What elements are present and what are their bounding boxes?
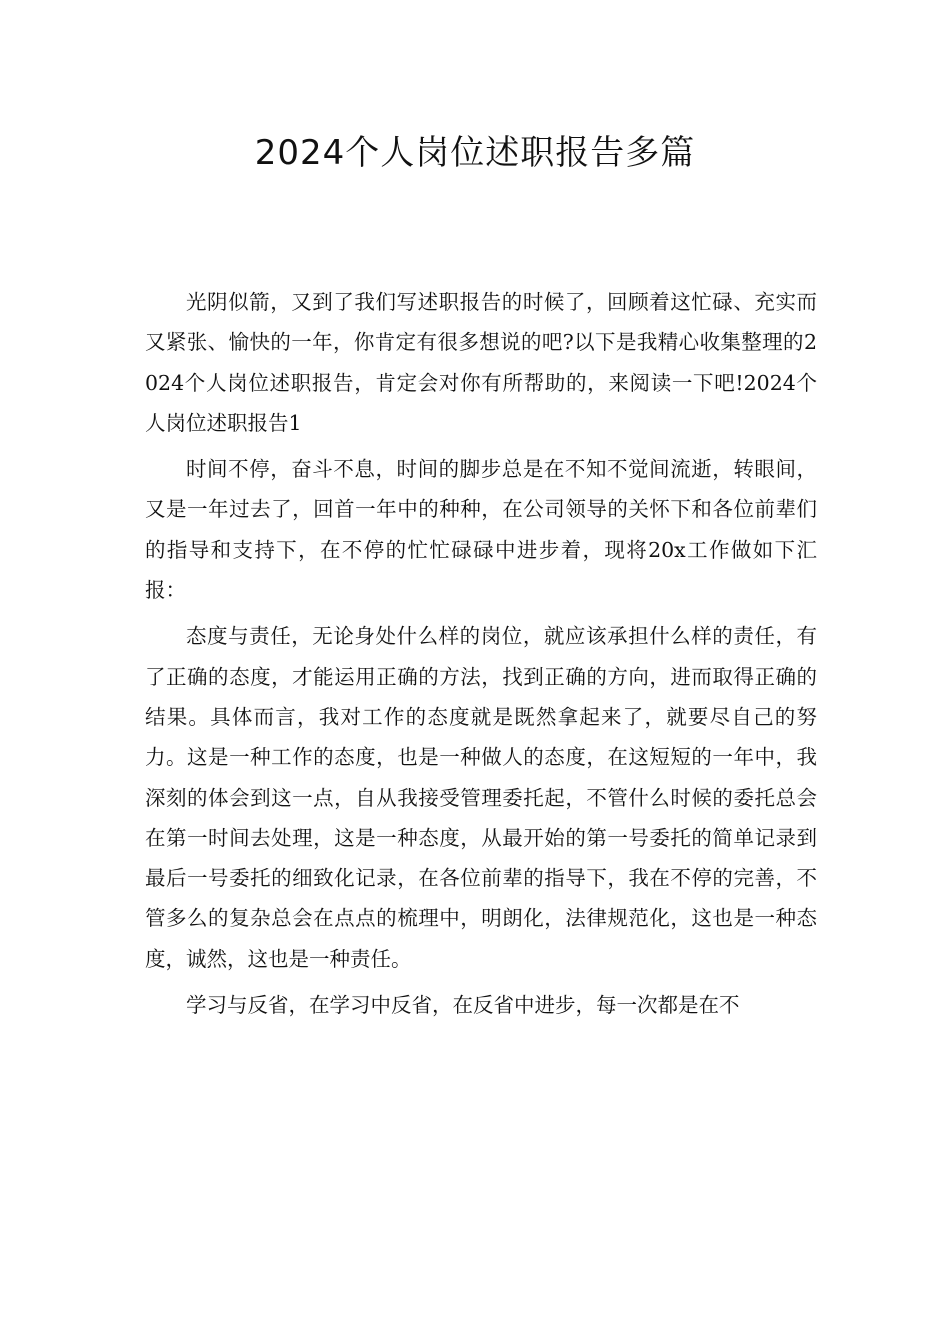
paragraph-attitude: 态度与责任，无论身处什么样的岗位，就应该承担什么样的责任，有了正确的态度，才能运用正确的方法，找到正确的方向，进而取得正确的结果。具体而言，我对工作的态度就是既然拿起来了，就要尽自己的努力。这是一种工作的态度，也是一种做人的态度，在这短短的一年中，我深刻的体会到这一点，自从我接受管理委托起，不管什么时候的委托总会在第一时间去处理，这是一种态度，从最开始的第一号委托的简单记录到最后一号委托的细致化记录，在各位前辈的指导下，我在不停的完善，不管多么的复杂总会在点点的梳理中，明朗化，法律规范化，这也是一种态度，诚然，这也是一种责任。 xyxy=(145,624,817,971)
document-body xyxy=(145,282,817,1031)
paragraph-intro: 光阴似箭，又到了我们写述职报告的时候了，回顾着这忙碌、充实而又紧张、愉快的一年，你肯定有很多想说的吧?以下是我精心收集整理的2024个人岗位述职报告，肯定会对你有所帮助的，来阅读一下吧!2024个人岗位述职报告1 xyxy=(145,290,817,435)
paragraph-time: 时间不停，奋斗不息，时间的脚步总是在不知不觉间流逝，转眼间，又是一年过去了，回首一年中的种种，在公司领导的关怀下和各位前辈们的指导和支持下，在不停的忙忙碌碌中进步着，现将20x工作做如下汇报： xyxy=(145,457,817,603)
paragraph-study: 学习与反省，在学习中反省，在反省中进步，每一次都是在不 xyxy=(186,993,740,1018)
document-title: 2024个人岗位述职报告多篇 xyxy=(254,133,696,173)
